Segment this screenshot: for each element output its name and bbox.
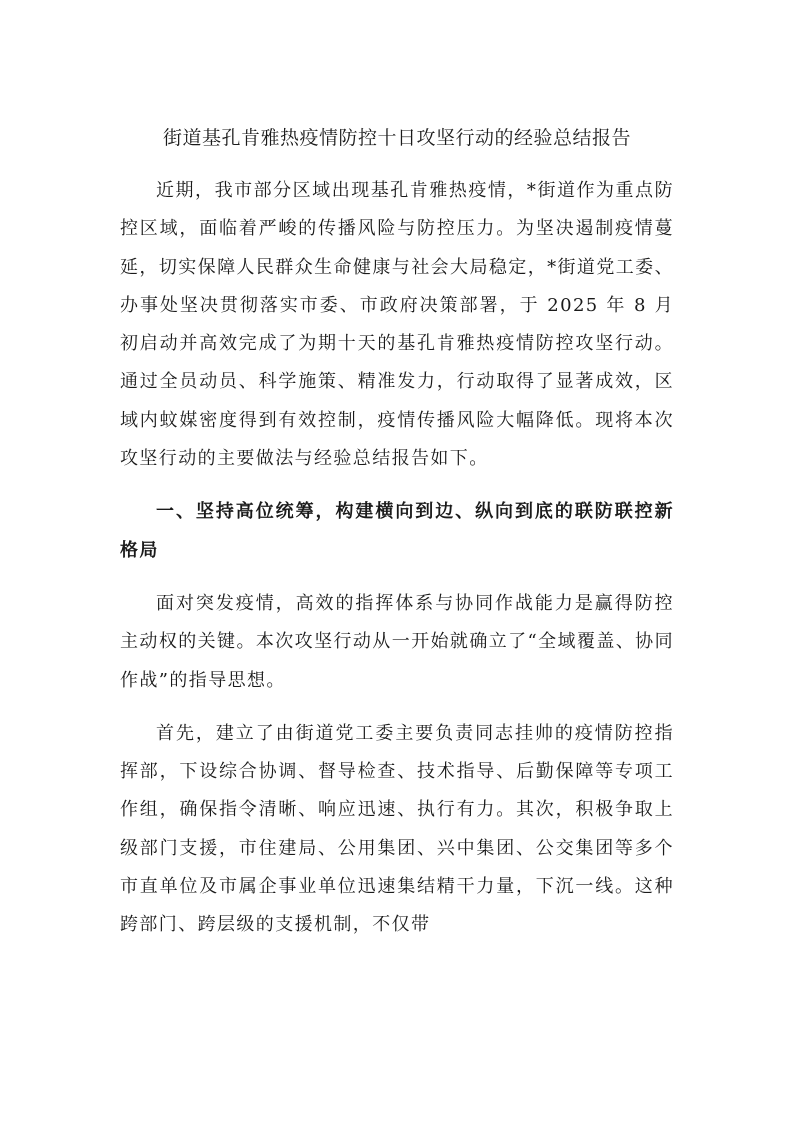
section-paragraph: 首先，建立了由街道党工委主要负责同志挂帅的疫情防控指挥部，下设综合协调、督导检查、技术指导、后勤保障等专项工作组，确保指令清晰、响应迅速、执行有力。其次，积极争取上级部门支援，市住建局、公用集团、兴中集团、公交集团等多个市直单位及市属企事业单位迅速集结精干力量，下沉一线。这种跨部门、跨层级的支援机制，不仅带 [120,722,674,936]
section-paragraph: 面对突发疫情，高效的指挥体系与协同作战能力是赢得防控主动权的关键。本次攻坚行动从一开始就确立了“全域覆盖、协同作战”的指导思想。 [120,592,674,691]
document-title: 街道基孔肯雅热疫情防控十日攻坚行动的经验总结报告 [162,127,631,149]
section-heading: 一、坚持高位统筹，构建横向到边、纵向到底的联防联控新格局 [120,501,674,561]
intro-paragraph: 近期，我市部分区域出现基孔肯雅热疫情，*街道作为重点防控区域，面临着严峻的传播风险与防控压力。为坚决遏制疫情蔓延，切实保障人民群众生命健康与社会大局稳定，*街道党工委、办事处坚决贯彻落实市委、市政府决策部署，于 2025 年 8 月初启动并高效完成了为期十天的基孔肯雅热疫情防控攻坚行动。通过全员动员、科学施策、精准发力，行动取得了显著成效，区域内蚊媒密度得到有效控制，疫情传播风险大幅降低。现将本次攻坚行动的主要做法与经验总结报告如下。 [120,180,674,470]
document-body [120,119,674,945]
